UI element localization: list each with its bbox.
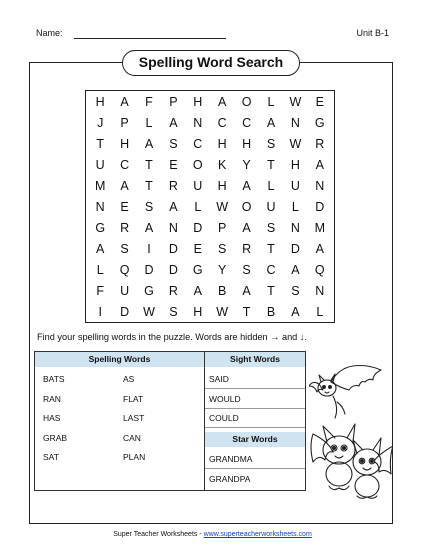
spelling-word: AS — [123, 374, 135, 384]
grid-letter[interactable]: I — [98, 304, 102, 319]
grid-letter[interactable]: U — [95, 157, 105, 172]
grid-letter[interactable]: W — [289, 136, 302, 151]
grid-letter[interactable]: G — [192, 262, 203, 277]
sight-word: COULD — [209, 413, 239, 423]
grid-letter[interactable]: H — [217, 178, 227, 193]
grid-letter[interactable]: H — [217, 136, 227, 151]
spelling-word: GRAB — [43, 432, 68, 443]
grid-letter[interactable]: L — [267, 178, 275, 193]
grid-letter[interactable]: W — [216, 199, 229, 214]
row-divider — [205, 408, 305, 409]
grid-letter[interactable]: S — [169, 136, 178, 151]
grid-letter[interactable]: R — [242, 241, 252, 256]
grid-letter[interactable]: A — [144, 220, 154, 235]
page-footer — [0, 531, 425, 538]
grid-letter[interactable]: C — [242, 115, 252, 130]
grid-letter[interactable]: U — [290, 178, 300, 193]
grid-letter[interactable]: A — [144, 136, 154, 151]
table-divider — [204, 352, 205, 490]
star-word: GRANDMA — [209, 454, 253, 464]
spelling-word: CAN — [123, 432, 141, 443]
cartoon-bats-icon — [309, 362, 393, 502]
grid-letter[interactable]: L — [267, 94, 275, 109]
grid-letter[interactable]: S — [291, 283, 300, 298]
grid-letter[interactable]: Y — [242, 157, 251, 172]
grid-letter[interactable]: A — [242, 178, 251, 193]
grid-letter[interactable]: A — [193, 283, 202, 298]
grid-letter[interactable]: S — [120, 241, 129, 256]
grid-letter[interactable]: A — [120, 178, 129, 193]
grid-letter[interactable]: H — [95, 94, 105, 109]
grid-letter[interactable]: H — [120, 136, 130, 151]
grid-letter[interactable]: N — [193, 115, 203, 130]
grid-letter[interactable]: A — [266, 115, 276, 130]
grid-letter[interactable]: D — [290, 241, 300, 256]
sight-word: SAID — [209, 374, 229, 384]
grid-letter[interactable]: T — [96, 136, 105, 151]
grid-letter[interactable]: Q — [119, 262, 130, 277]
row-divider — [205, 427, 305, 428]
grid-letter[interactable]: U — [193, 178, 203, 193]
grid-letter[interactable]: E — [193, 241, 202, 256]
grid-letter[interactable]: K — [218, 157, 227, 172]
grid-letter[interactable]: A — [96, 241, 105, 256]
grid-letter[interactable]: L — [96, 262, 104, 277]
grid-letter[interactable]: C — [217, 115, 227, 130]
sight-words-header: Sight Words — [205, 352, 305, 367]
instructions: Find your spelling words in the puzzle. Words are hidden → and ↓. — [37, 332, 307, 342]
grid-letter[interactable]: L — [194, 199, 202, 214]
grid-letter[interactable]: D — [144, 262, 154, 277]
spelling-word: LAST — [123, 413, 145, 423]
footer-link[interactable]: www.superteacherworksheets.com — [203, 531, 312, 538]
grid-letter[interactable]: T — [267, 283, 275, 298]
grid-letter[interactable]: T — [242, 304, 251, 319]
grid-letter[interactable]: U — [266, 199, 276, 214]
grid-letter[interactable]: H — [290, 157, 300, 172]
grid-letter[interactable]: T — [145, 178, 153, 193]
star-words-header: Star Words — [205, 432, 305, 447]
spelling-word: SAT — [43, 452, 59, 462]
name-label: Name: — [36, 28, 63, 38]
spelling-words-header: Spelling Words — [35, 352, 204, 367]
grid-letter[interactable]: R — [120, 220, 130, 235]
grid-letter[interactable]: A — [242, 220, 251, 235]
grid-letter[interactable]: D — [315, 199, 325, 214]
star-word: GRANDPA — [209, 473, 251, 484]
grid-letter[interactable]: A — [169, 115, 178, 130]
grid-letter[interactable]: N — [290, 115, 300, 130]
spelling-word: PLAN — [123, 452, 146, 462]
grid-letter[interactable]: U — [120, 283, 130, 298]
grid-letter[interactable]: I — [147, 241, 151, 256]
grid-letter[interactable]: A — [315, 157, 324, 172]
grid-letter[interactable]: E — [315, 94, 324, 109]
unit-label: Unit B-1 — [356, 28, 389, 38]
grid-letter[interactable]: A — [169, 199, 178, 214]
spelling-word: HAS — [43, 413, 61, 423]
grid-letter[interactable]: E — [120, 199, 129, 214]
footer-text: Super Teacher Worksheets - — [113, 531, 204, 538]
grid-letter[interactable]: D — [120, 304, 130, 319]
grid-letter[interactable]: B — [266, 304, 276, 319]
grid-letter[interactable]: D — [193, 220, 203, 235]
grid-letter[interactable]: O — [241, 199, 252, 214]
grid-letter[interactable]: N — [315, 283, 325, 298]
grid-letter[interactable]: A — [120, 94, 129, 109]
grid-letter[interactable]: B — [218, 283, 227, 298]
grid-letter[interactable]: A — [315, 241, 324, 256]
grid-letter[interactable]: R — [168, 283, 178, 298]
grid-letter[interactable]: F — [96, 283, 105, 298]
grid-letter[interactable]: Q — [314, 262, 325, 277]
grid-letter[interactable]: P — [120, 115, 129, 130]
grid-letter[interactable]: D — [168, 241, 178, 256]
grid-letter[interactable]: G — [95, 220, 106, 235]
grid-letter[interactable]: S — [242, 262, 251, 277]
grid-letter[interactable]: H — [242, 136, 252, 151]
spelling-word: RAN — [43, 393, 61, 404]
grid-letter[interactable]: O — [241, 94, 252, 109]
grid-letter[interactable]: H — [193, 94, 203, 109]
grid-letter[interactable]: R — [168, 178, 178, 193]
grid-letter[interactable]: M — [314, 220, 325, 235]
sight-word: WOULD — [209, 393, 241, 404]
grid-letter[interactable]: T — [267, 241, 275, 256]
grid-letter[interactable]: T — [267, 157, 275, 172]
grid-letter[interactable]: C — [193, 136, 203, 151]
name-input-line[interactable] — [74, 38, 226, 39]
grid-letter[interactable]: L — [145, 115, 153, 130]
grid-letter[interactable]: S — [266, 136, 276, 151]
grid-letter[interactable]: R — [315, 136, 325, 151]
grid-letter[interactable]: A — [218, 94, 227, 109]
grid-letter[interactable]: L — [291, 199, 299, 214]
grid-letter[interactable]: H — [193, 304, 203, 319]
grid-letter[interactable]: J — [97, 115, 104, 130]
grid-letter[interactable]: W — [289, 94, 302, 109]
grid-letter[interactable]: G — [314, 115, 325, 130]
grid-letter[interactable]: S — [144, 199, 154, 214]
worksheet-header — [36, 28, 389, 44]
grid-letter[interactable]: S — [218, 241, 227, 256]
spelling-word: FLAT — [123, 393, 144, 404]
grid-letter[interactable]: A — [291, 304, 300, 319]
row-divider — [205, 468, 305, 469]
grid-letter[interactable]: Y — [218, 262, 227, 277]
word-list-table — [34, 351, 306, 491]
grid-letter[interactable]: N — [290, 220, 300, 235]
grid-letter[interactable]: W — [216, 304, 229, 319]
grid-letter[interactable]: O — [192, 157, 203, 172]
grid-letter[interactable]: N — [168, 220, 178, 235]
grid-letter[interactable]: G — [144, 283, 154, 298]
grid-letter[interactable]: E — [169, 157, 178, 172]
grid-letter[interactable]: P — [218, 220, 227, 235]
grid-letter[interactable]: C — [120, 157, 130, 172]
grid-letter[interactable]: A — [242, 283, 251, 298]
grid-letter[interactable]: L — [316, 304, 324, 319]
word-search-grid — [85, 90, 335, 323]
grid-letter[interactable]: W — [143, 304, 155, 319]
page-title: Spelling Word Search — [122, 50, 300, 76]
grid-letter[interactable]: M — [94, 178, 106, 193]
grid-letter[interactable]: F — [145, 94, 153, 109]
grid-letter[interactable]: D — [168, 262, 178, 277]
spelling-word: BATS — [43, 374, 65, 384]
row-divider — [205, 388, 305, 389]
grid-letter[interactable]: T — [145, 157, 153, 172]
grid-letter[interactable]: A — [291, 262, 300, 277]
grid-letter[interactable]: S — [169, 304, 178, 319]
grid-letter[interactable]: S — [266, 220, 276, 235]
grid-letter[interactable]: C — [266, 262, 276, 277]
grid-letter[interactable]: P — [169, 94, 178, 109]
grid-letter[interactable]: N — [95, 199, 105, 214]
grid-letter[interactable]: N — [315, 178, 325, 193]
